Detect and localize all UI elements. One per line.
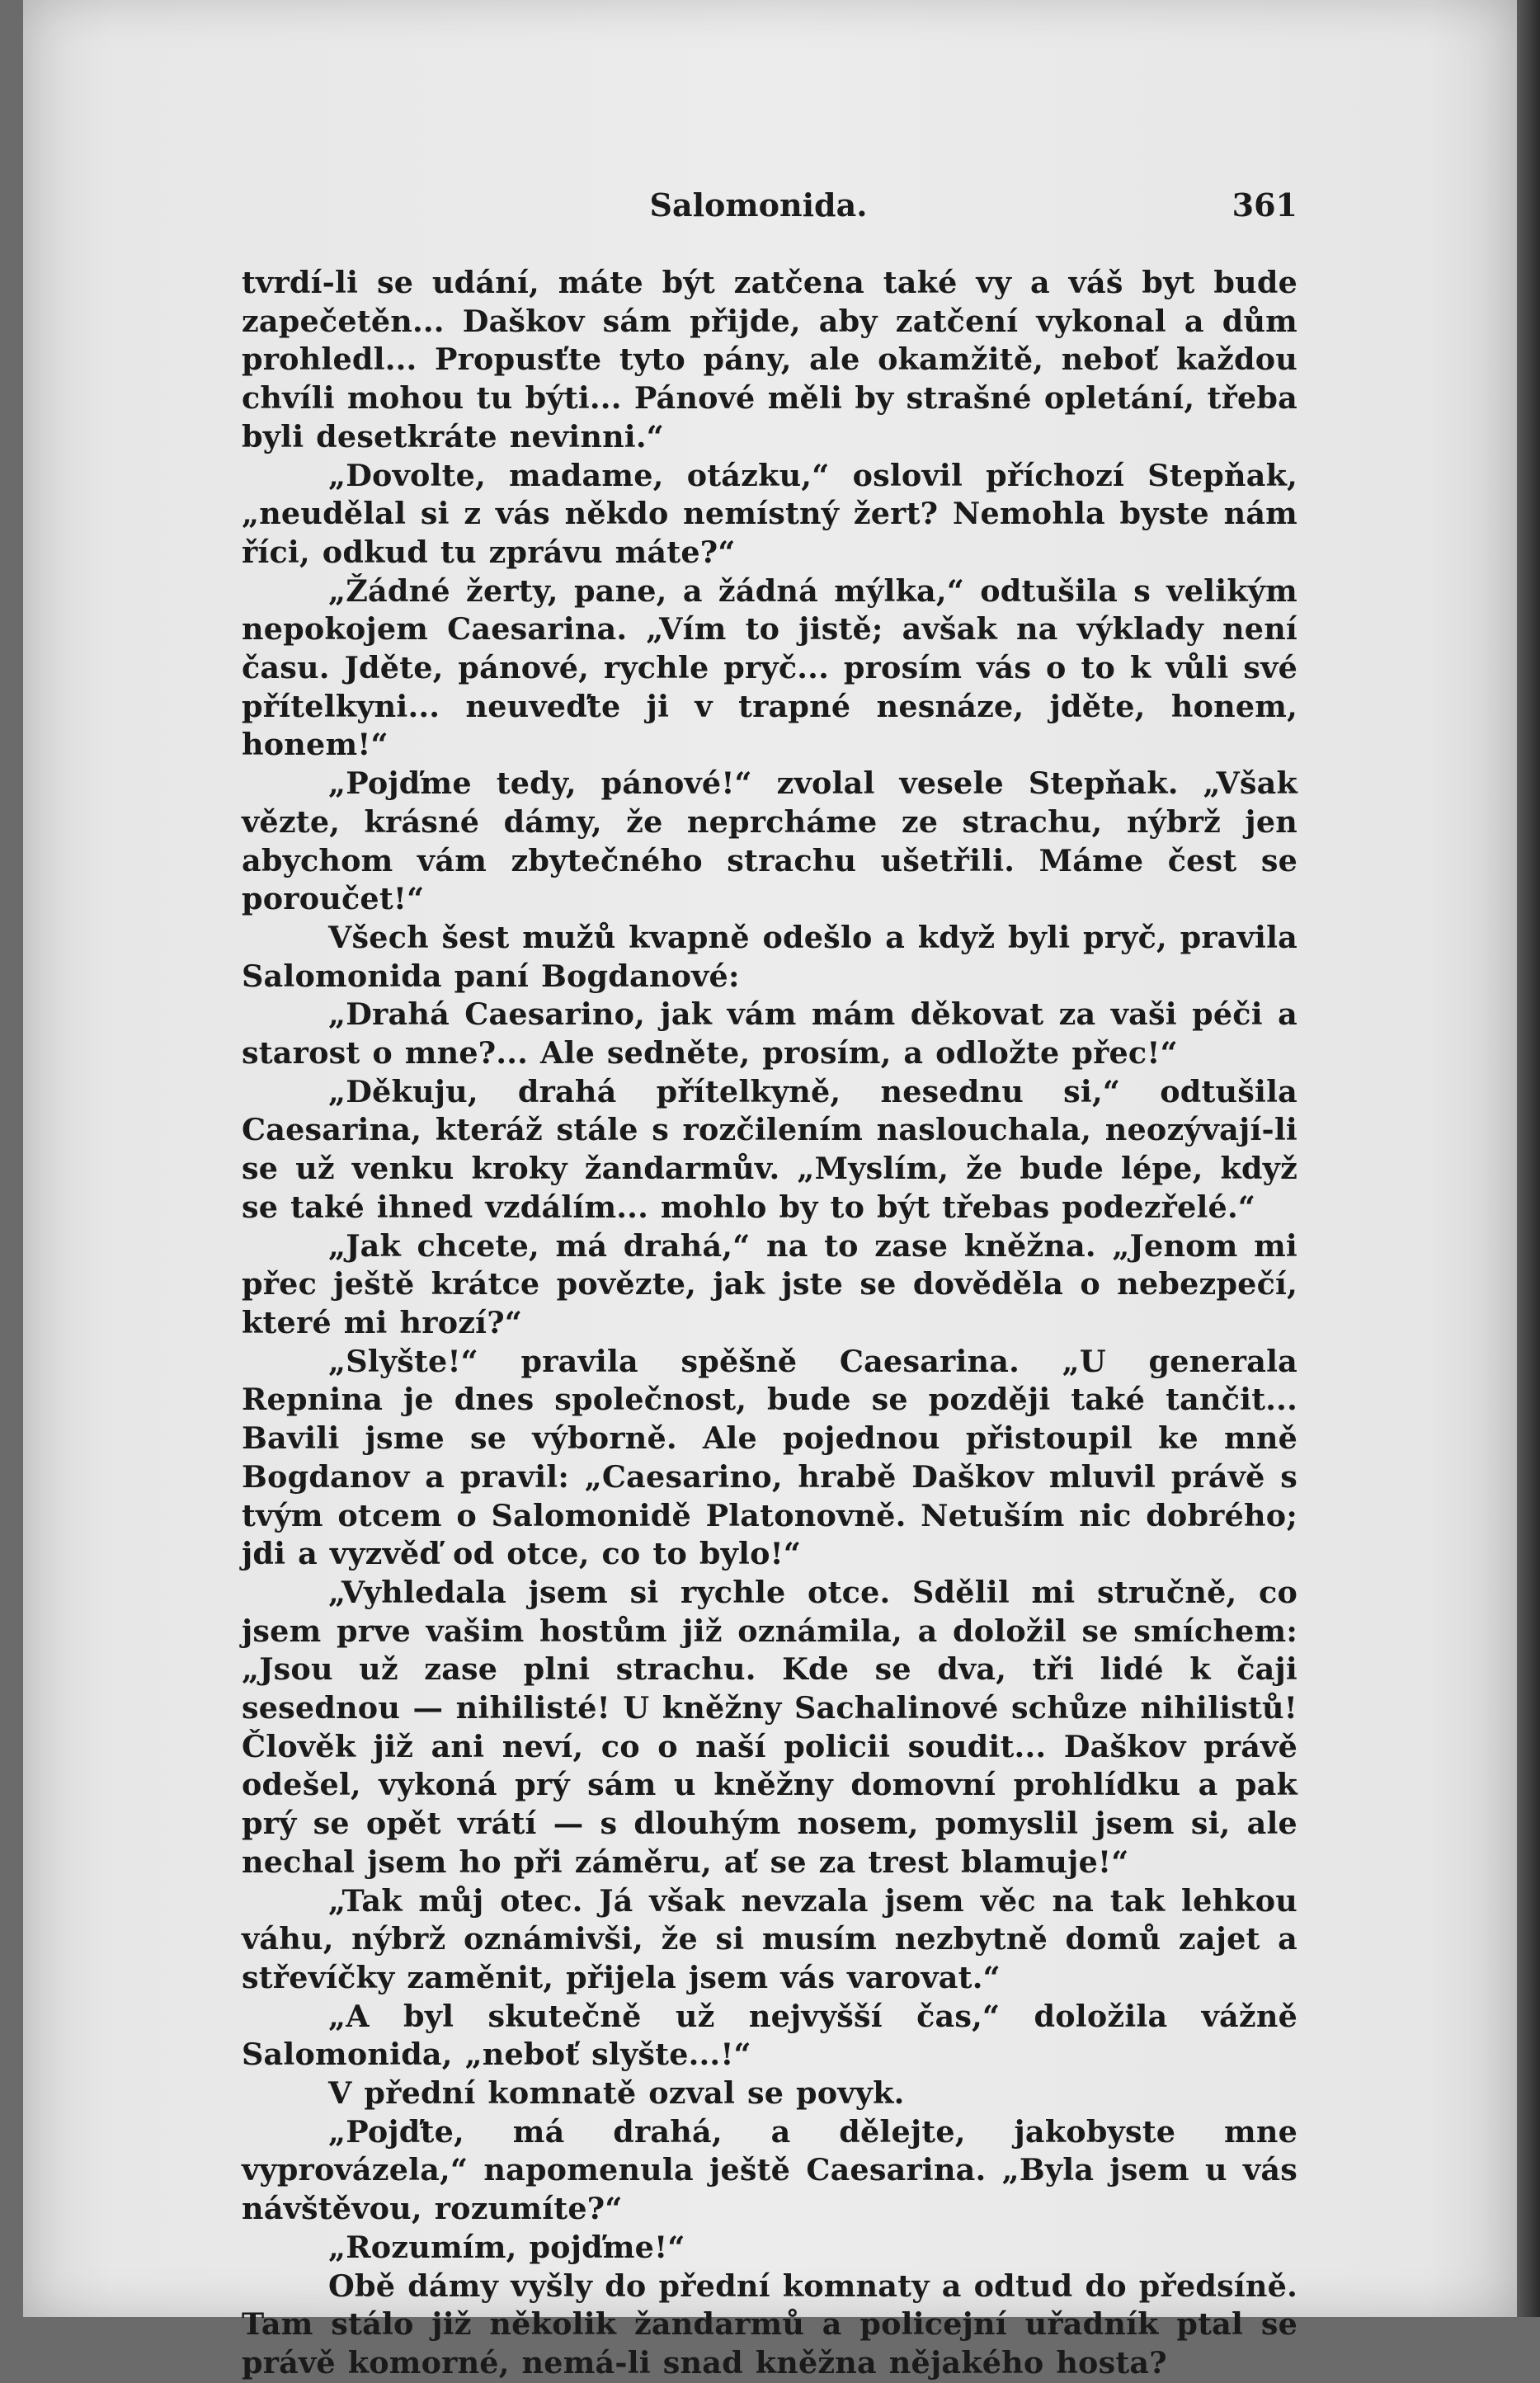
page-edge-shadow: [1517, 0, 1540, 2317]
paragraph: „Pojďte, má drahá, a dělejte, jakobyste mne vyprovázela,“ napomenula ještě Caesarina. „Byla jsem u vás návštěvou, rozumíte?“: [242, 2113, 1297, 2227]
paragraph: „Tak můj otec. Já však nevzala jsem věc na tak lehkou váhu, nýbrž oznámivši, že si musím nezbytně domů zajet a střevíčky zaměnit, přijela jsem vás varovat.“: [242, 1882, 1297, 1995]
paragraph: Obě dámy vyšly do přední komnaty a odtud do předsíně. Tam stálo již několik žandarmů a policejní uřadník ptal se právě komorné, nemá-li snad kněžna nějakého hosta?: [242, 2268, 1297, 2381]
book-page: [23, 0, 1518, 2381]
paragraph: „Slyšte!“ pravila spěšně Caesarina. „U generala Repnina je dnes společnost, bude se později také tančit... Bavili jsme se výborně. Ale pojednou přistoupil ke mně Bogdanov a pravil: „Caesarino, hrabě Daškov mluvil právě s tvým otcem o Salomonidě Platonovně. Netuším nic dobrého; jdi a vyzvěď od otce, co to bylo!“: [242, 1343, 1297, 1572]
paragraph: tvrdí-li se udání, máte být zatčena také vy a váš byt bude zapečetěn... Daškov sám přijde, aby zatčení vykonal a dům prohledl... Propusťte tyto pány, ale okamžitě, neboť každou chvíli mohou tu býti... Pánové měli by strašné opletání, třeba byli desetkráte nevinni.“: [242, 265, 1297, 454]
body-text: [242, 264, 1297, 2383]
paragraph: „Dovolte, madame, otázku,“ oslovil příchozí Stepňak, „neudělal si z vás někdo nemístný žert? Nemohla byste nám říci, odkud tu zprávu máte?“: [242, 457, 1297, 570]
paragraph: „Drahá Caesarino, jak vám mám děkovat za vaši péči a starost o mne?... Ale sedněte, prosím, a odložte přec!“: [242, 996, 1297, 1071]
paragraph: „Vyhledala jsem si rychle otce. Sdělil mi stručně, co jsem prve vašim hostům již oznámila, a doložil se smíchem: „Jsou už zase plni strachu. Kde se dva, tři lidé k čaji sesednou — nihilisté! U kněžny Sachalinové schůze nihilistů! Člověk již ani neví, co o naší policii soudit... Daškov právě odešel, vykoná prý sám u kněžny domovní prohlídku a pak prý se opět vrátí — s dlouhým nosem, pomyslil jsem si, ale nechal jsem ho při záměru, ať se za trest blamuje!“: [242, 1574, 1297, 1880]
paragraph: „Rozumím, pojďme!“: [328, 2229, 685, 2265]
running-title: Salomonida.: [649, 186, 868, 224]
paragraph: V přední komnatě ozval se povyk.: [328, 2075, 905, 2112]
page-number: 361: [1232, 186, 1297, 224]
paragraph: „Pojďme tedy, pánové!“ zvolal vesele Stepňak. „Však vězte, krásné dámy, že neprcháme ze strachu, nýbrž jen abychom vám zbytečného strachu ušetřili. Máme čest se poroučet!“: [242, 765, 1297, 917]
paragraph: „A byl skutečně už nejvyšší čas,“ doložila vážně Salomonida, „neboť slyšte...!“: [242, 1998, 1297, 2073]
paragraph: „Jak chcete, má drahá,“ na to zase kněžna. „Jenom mi přec ještě krátce povězte, jak jste se dověděla o nebezpečí, které mi hrozí?“: [242, 1227, 1297, 1340]
paragraph: „Žádné žerty, pane, a žádná mýlka,“ odtušila s velikým nepokojem Caesarina. „Vím to jistě; avšak na výklady není času. Jděte, pánové, rychle pryč... prosím vás o to k vůli své přítelkyni... neuveďte ji v trapné nesnáze, jděte, honem, honem!“: [242, 572, 1297, 763]
page-header: [219, 186, 1297, 236]
paragraph: Všech šest mužů kvapně odešlo a když byli pryč, pravila Salomonida paní Bogdanové:: [242, 919, 1297, 994]
paragraph: „Děkuju, drahá přítelkyně, nesednu si,“ odtušila Caesarina, kteráž stále s rozčilením naslouchala, neozývají-li se už venku kroky žandarmův. „Myslím, že bude lépe, když se také ihned vzdálím... mohlo by to být třebas podezřelé.“: [242, 1073, 1297, 1225]
